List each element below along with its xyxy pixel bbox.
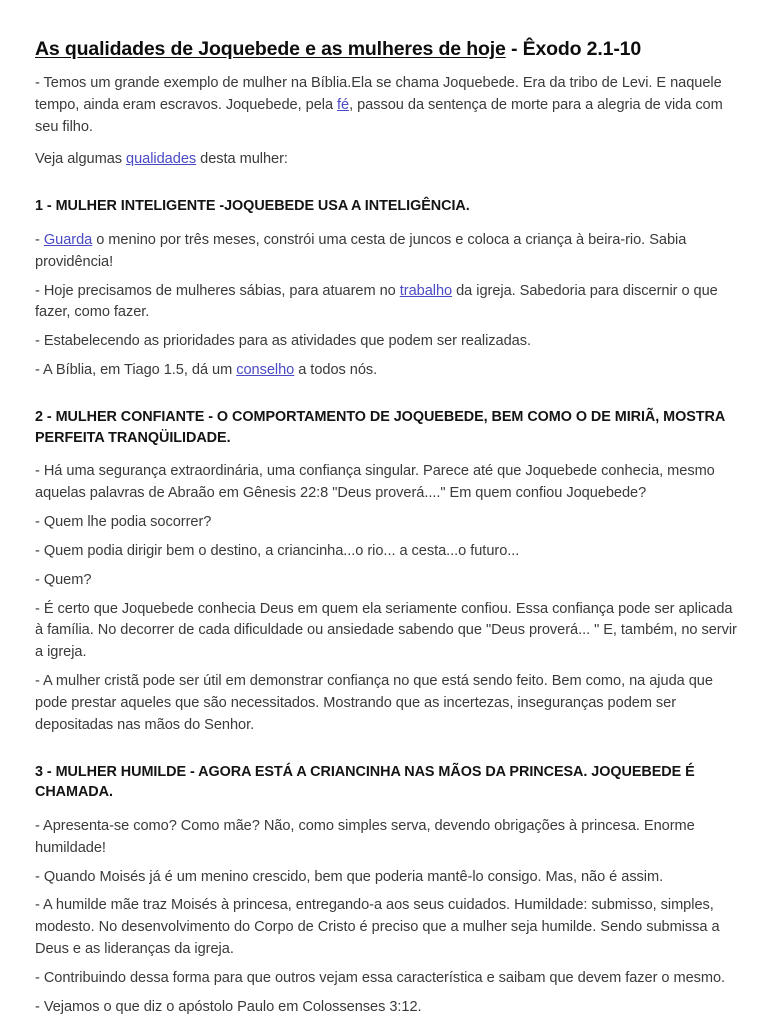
- spacer: [35, 382, 740, 407]
- spacer: [35, 171, 740, 196]
- section-2-paragraph-4: [35, 570, 740, 592]
- s3-p3-text: - A humilde mãe traz Moisés à princesa, entregando-a aos seus cuidados. Humildade: submisso, simples, modesto. No desenvolvimento do Corpo de Cristo é preciso que a mulher seja humilde. Sendo submissa a Deus e as lideranças da igreja.: [35, 897, 720, 958]
- s2-p1-text: - Há uma segurança extraordinária, uma confiança singular. Parece até que Joquebede conhecia, mesmo aquelas palavras de Abraão em Gênesis 22:8 "Deus proverá...." Em quem confiou Joquebede?: [35, 463, 715, 501]
- s2-p4-text: - Quem?: [35, 571, 92, 588]
- intro-paragraph-1: [35, 73, 740, 139]
- section-1-paragraph-4: [35, 360, 740, 382]
- section-3-paragraph-4: [35, 968, 740, 990]
- link-conselho[interactable]: conselho: [236, 362, 295, 379]
- s3-p2-text: - Quando Moisés já é um menino crescido, bem que poderia mantê-lo consigo. Mas, não é assim.: [35, 868, 664, 885]
- spacer: [35, 138, 740, 149]
- intro-p2-text-a: Veja algumas: [35, 151, 127, 168]
- section-3-paragraph-2: [35, 867, 740, 889]
- s1-p2-text-b: da igreja. Sabedoria para discernir o que fazer, como fazer.: [35, 282, 718, 321]
- page-title: [35, 38, 740, 62]
- s3-p4-text: - Contribuindo dessa forma para que outros vejam essa característica e saibam que devem fazer o mesmo.: [35, 970, 726, 987]
- s1-p4-text-b: a todos nós.: [294, 362, 378, 379]
- s1-p1-text-a: -: [35, 231, 44, 248]
- spacer: [35, 217, 740, 230]
- s1-p2-text-a: - Hoje precisamos de mulheres sábias, para atuarem no: [35, 282, 400, 299]
- section-1-paragraph-2: [35, 281, 740, 325]
- spacer: [35, 803, 740, 816]
- s1-p3-text-a: - Estabelecendo as prioridades para as atividades que podem ser realizadas.: [35, 333, 531, 350]
- link-guarda[interactable]: Guarda: [43, 231, 93, 248]
- link-qualidades[interactable]: qualidades: [126, 151, 197, 168]
- section-2-paragraph-3: [35, 541, 740, 563]
- link-trabalho[interactable]: trabalho: [399, 282, 453, 299]
- section-2-paragraph-1: [35, 461, 740, 505]
- section-3-paragraph-3: [35, 895, 740, 961]
- section-3-paragraph-5: [35, 997, 740, 1019]
- section-2-paragraph-2: [35, 512, 740, 534]
- section-1-paragraph-1: [35, 230, 740, 274]
- page-title-reference: - Êxodo 2.1-10: [505, 38, 642, 60]
- intro-p1-text-a: - Temos um grande exemplo de mulher na Bíblia.Ela se chama Joquebede. Era da tribo de Levi. E naquele tempo, ainda eram escravos. Joquebede, pela: [35, 74, 722, 113]
- s3-p5-text: - Vejamos o que diz o apóstolo Paulo em Colossenses 3:12.: [35, 998, 422, 1015]
- s2-p6-text: - A mulher cristã pode ser útil em demonstrar confiança no que está sendo feito. Bem como, na ajuda que pode prestar aqueles que são necessitados. Mostrando que as incertezas, inseguranças podem ser depositadas nas mãos do Senhor.: [35, 673, 713, 733]
- section-2-paragraph-5: [35, 599, 740, 665]
- s1-p1-text-b: o menino por três meses, constrói uma cesta de juncos e coloca a criança à beira-rio. Sabia providência!: [35, 231, 687, 270]
- s2-p5-text: - É certo que Joquebede conhecia Deus em quem ela seriamente confiou. Essa confiança pode ser aplicada à família. No decorrer de cada dificuldade ou ansiedade sabendo que "Deus proverá... " E, também, no servir a igreja.: [35, 600, 737, 661]
- s2-p3-text: - Quem podia dirigir bem o destino, a criancinha...o rio... a cesta...o futuro...: [35, 542, 520, 559]
- section-3-paragraph-1: [35, 816, 740, 860]
- section-heading-3: 3 - MULHER HUMILDE - AGORA ESTÁ A CRIANCINHA NAS MÃOS DA PRINCESA. JOQUEBEDE É CHAMADA.: [35, 763, 695, 801]
- page-title-main: As qualidades de Joquebede e as mulheres de hoje: [35, 38, 506, 60]
- intro-paragraph-2: [35, 149, 740, 171]
- section-heading-2: 2 - MULHER CONFIANTE - O COMPORTAMENTO DE JOQUEBEDE, BEM COMO O DE MIRIÃ, MOSTRA PERFEITA TRANQÜILIDADE.: [35, 409, 725, 446]
- section-1-paragraph-3: [35, 331, 740, 353]
- intro-p2-text-b: desta mulher:: [196, 151, 288, 168]
- intro-p1-text-b: , passou da sentença de morte para a alegria de vida com seu filho.: [35, 96, 723, 135]
- section-2-paragraph-6: [35, 671, 740, 737]
- spacer: [35, 737, 740, 762]
- s3-p1-text: - Apresenta-se como? Como mãe? Não, como simples serva, devendo obrigações à princesa. Enorme humildade!: [35, 817, 695, 856]
- section-heading-1: 1 - MULHER INTELIGENTE -JOQUEBEDE USA A INTELIGÊNCIA.: [35, 198, 470, 215]
- link-fe[interactable]: fé: [337, 96, 350, 113]
- s1-p4-text-a: - A Bíblia, em Tiago 1.5, dá um: [35, 362, 237, 379]
- spacer: [35, 448, 740, 461]
- s2-p2-text: - Quem lhe podia socorrer?: [35, 513, 212, 530]
